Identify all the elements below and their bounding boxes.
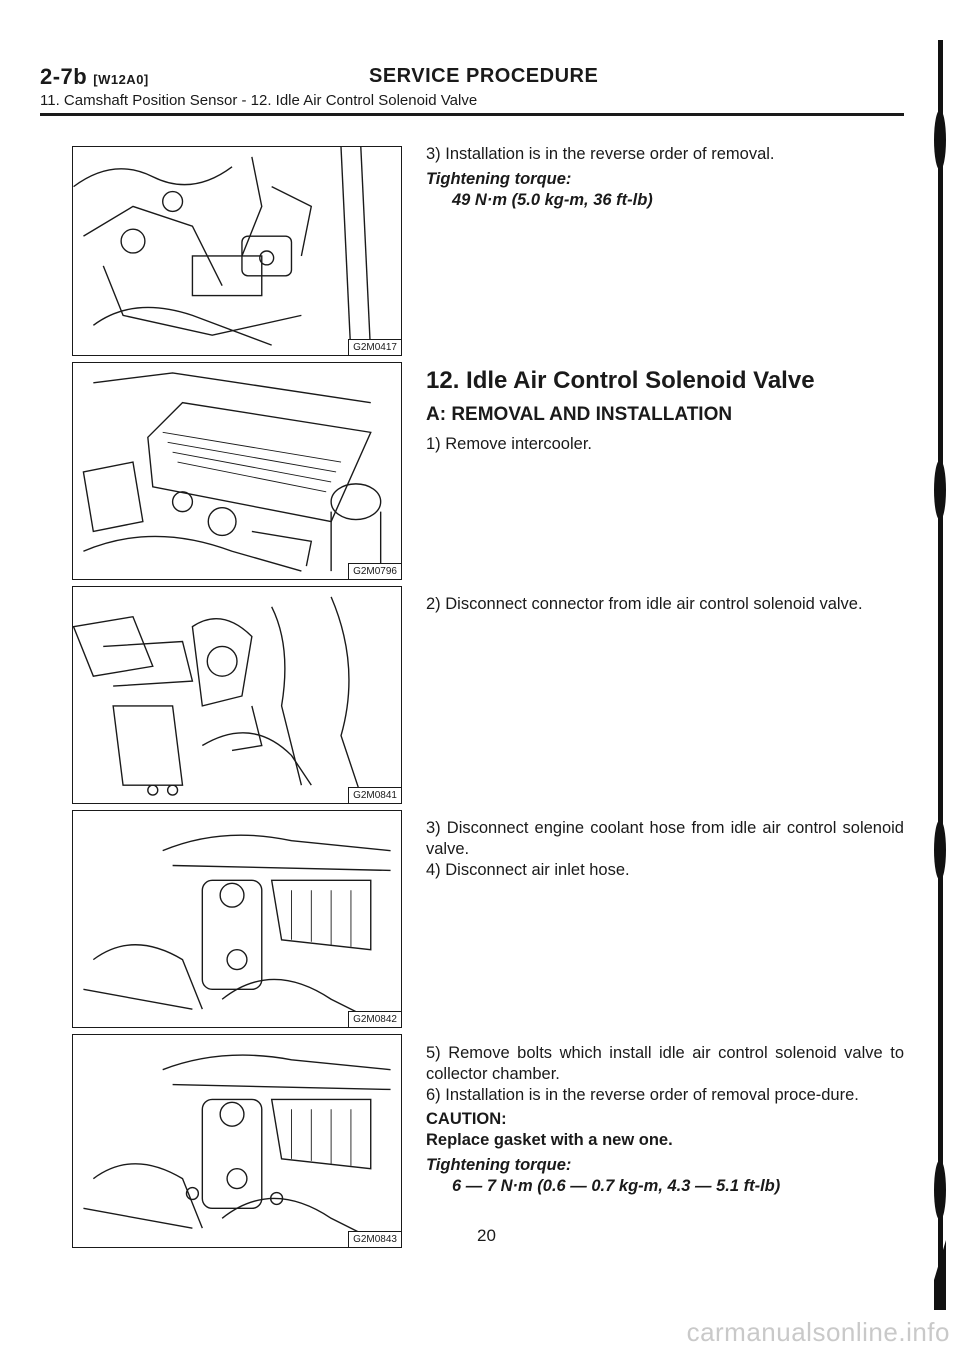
- section-subtitle: A: REMOVAL AND INSTALLATION: [426, 404, 733, 425]
- step-text: 5) Remove bolts which install idle air control solenoid valve to collector chamber.: [426, 1044, 904, 1083]
- text-block-section: [426, 366, 904, 455]
- watermark: carmanualsonline.info: [686, 1317, 950, 1347]
- figure-id: G2M0843: [348, 1231, 401, 1247]
- figure-drawing-3: [73, 587, 401, 803]
- page-title: SERVICE PROCEDURE: [369, 65, 599, 87]
- caution-label: CAUTION:: [426, 1110, 507, 1128]
- section-code-sub: [W12A0]: [93, 72, 149, 87]
- step-text: 2) Disconnect connector from idle air control solenoid valve.: [426, 595, 863, 613]
- figure-id: G2M0842: [348, 1011, 401, 1027]
- text-block-install: [426, 144, 904, 211]
- torque-label: Tightening torque:: [426, 1156, 572, 1174]
- figure-intercooler: [72, 362, 402, 580]
- step-text: 4) Disconnect air inlet hose.: [426, 861, 630, 879]
- caution-text: Replace gasket with a new one.: [426, 1131, 673, 1149]
- figure-drawing-4: [73, 811, 401, 1027]
- figure-collector-bolts: [72, 1034, 402, 1248]
- text-block-step5-6: [426, 1043, 904, 1197]
- figure-connector: [72, 586, 402, 804]
- page-edge-bar: [934, 40, 946, 1310]
- figure-camshaft-sensor: [72, 146, 402, 356]
- figure-coolant-hose: [72, 810, 402, 1028]
- figure-drawing-5: [73, 1035, 401, 1247]
- breadcrumb: 11. Camshaft Position Sensor - 12. Idle Air Control Solenoid Valve: [40, 92, 478, 109]
- figure-id: G2M0796: [348, 563, 401, 579]
- torque-label: Tightening torque:: [426, 170, 572, 188]
- step-text: 3) Disconnect engine coolant hose from idle air control solenoid valve.: [426, 819, 904, 858]
- text-block-step2: [426, 594, 904, 615]
- page-header: [40, 64, 904, 116]
- header-rule: [40, 113, 904, 116]
- step-text: 3) Installation is in the reverse order of removal.: [426, 145, 775, 163]
- section-code: 2-7b [W12A0]: [40, 64, 149, 89]
- page-number: 20: [477, 1226, 496, 1245]
- figure-id: G2M0417: [348, 339, 401, 355]
- torque-value: 6 — 7 N·m (0.6 — 0.7 kg-m, 4.3 — 5.1 ft-lb): [452, 1177, 781, 1195]
- figure-id: G2M0841: [348, 787, 401, 803]
- figure-drawing-1: [73, 147, 401, 355]
- step-text: 6) Installation is in the reverse order of removal proce-dure.: [426, 1086, 859, 1104]
- section-title: 12. Idle Air Control Solenoid Valve: [426, 367, 815, 394]
- text-block-step3-4: [426, 818, 904, 881]
- step-text: 1) Remove intercooler.: [426, 435, 592, 453]
- figure-drawing-2: [73, 363, 401, 579]
- torque-value: 49 N·m (5.0 kg-m, 36 ft-lb): [452, 191, 653, 209]
